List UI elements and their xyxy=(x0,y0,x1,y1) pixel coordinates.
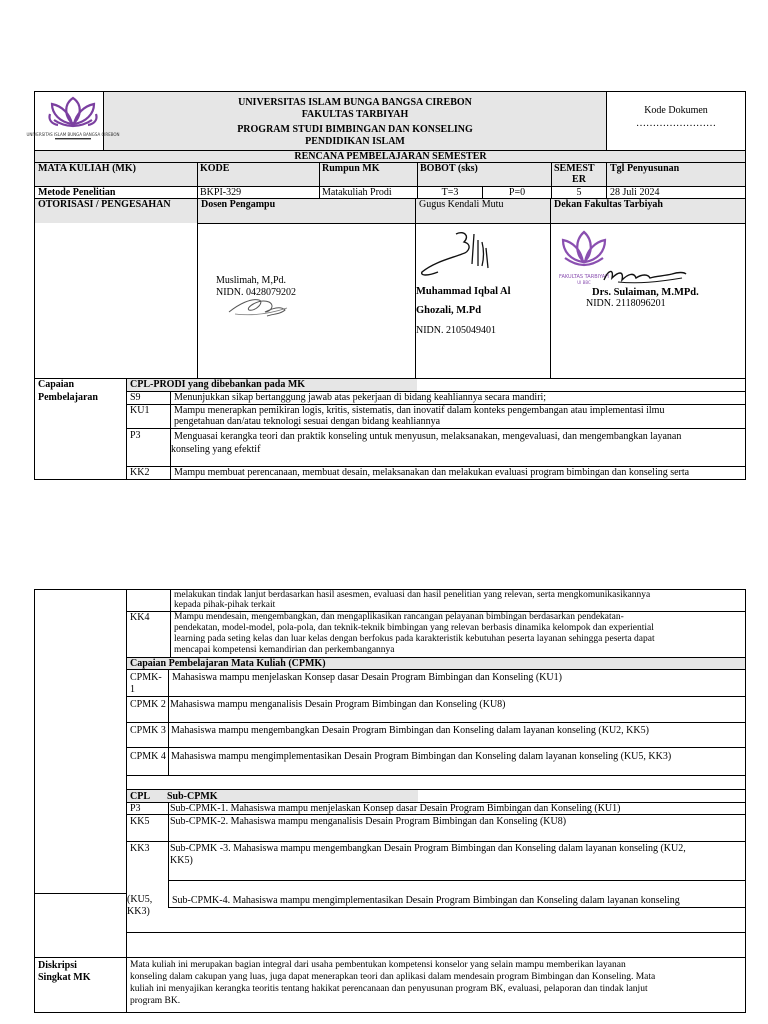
cpmk-2-text: Mahasiswa mampu menganalisis Desain Program Bimbingan dan Konseling (KU8) xyxy=(170,699,506,710)
mk-header-semester: SEMEST xyxy=(554,163,595,174)
gugus-name-1: Muhammad Iqbal Al xyxy=(416,286,511,297)
cpmk-3-code: CPMK 3 xyxy=(130,725,166,736)
mk-rumpun: Matakuliah Prodi xyxy=(322,187,392,198)
mk-tgl: 28 Juli 2024 xyxy=(610,187,660,198)
cpl-code-s9: S9 xyxy=(130,392,141,403)
sub-2-code: KK5 xyxy=(130,816,150,827)
mk-bobot-t: T=3 xyxy=(441,187,459,198)
kk4-line-2: pendekatan, model-model, pola-pola, dan teknik-teknik bimbingan yang relevan berbasis dinamika kelompok dan experiential xyxy=(174,623,654,633)
capaian-label-2: Pembelajaran xyxy=(38,392,98,403)
cpl-code-kk2: KK2 xyxy=(130,467,150,478)
university-name: UNIVERSITAS ISLAM BUNGA BANGSA CIREBON xyxy=(238,97,472,108)
gugus-label: Gugus Kendali Mutu xyxy=(419,199,504,210)
sub-header-cpl: CPL xyxy=(130,791,150,802)
sub-1-code: P3 xyxy=(130,803,141,814)
stamp-text-1: FAKULTAS TARBIYAH xyxy=(559,274,609,280)
deskripsi-line-3: kuliah ini menyajikan kerangka teoritis tentang hakikat perencanaan dan penyusunan program BK, evaluasi, pelaporan dan tindak lanjut xyxy=(130,984,648,994)
cpmk-1-text: Mahasiswa mampu menjelaskan Konsep dasar Desain Program Bimbingan dan Konseling (KU1) xyxy=(172,672,562,683)
cpl-text-ku1-2: pengetahuan dan/atau teknologi sesuai dengan bidang keahliannya xyxy=(174,416,441,427)
cpl-text-kk2: Mampu membuat perencanaan, membuat desain, melaksanakan dan melakukan evaluasi program bimbingan dan konseling serta xyxy=(174,467,690,478)
mk-header-bobot: BOBOT (sks) xyxy=(420,163,478,174)
sub-4-code-1: (KU5, xyxy=(127,894,153,905)
dosen-label: Dosen Pengampu xyxy=(201,199,276,210)
cpl-code-p3: P3 xyxy=(130,430,141,441)
kode-dokumen-value: …………………… xyxy=(636,118,716,129)
kk4-line-3: learning pada seting kelas dan luar kelas dengan berfokus pada karakteristik kebutuhan peserta layanan sehingga peserta dapat xyxy=(174,634,655,644)
logo-caption: UNIVERSITAS ISLAM BUNGA BANGSA CIREBON xyxy=(26,132,120,137)
cpmk-4-text: Mahasiswa mampu mengimplementasikan Desain Program Bimbingan dan Konseling dalam layanan konseling (KU5, KK3) xyxy=(171,751,672,762)
kk2-cont-1: melakukan tindak lanjut berdasarkan hasil asesmen, evaluasi dan hasil penelitian yang relevan, serta mengkomunikasikannya xyxy=(174,590,651,600)
deskripsi-line-1: Mata kuliah ini merupakan bagian integral dari usaha pembentukan kompetensi konselor yang selain mampu memberikan layanan xyxy=(130,960,626,970)
gugus-nidn: NIDN. 2105049401 xyxy=(416,325,496,336)
faculty-name: FAKULTAS TARBIYAH xyxy=(301,109,409,120)
dekan-name: Drs. Sulaiman, M.MPd. xyxy=(592,287,699,298)
cpl-prodi-header: CPL-PRODI yang dibebankan pada MK xyxy=(130,379,306,390)
dosen-name: Muslimah, M,Pd. xyxy=(216,275,287,286)
mk-header-mata-kuliah: MATA KULIAH (MK) xyxy=(38,163,136,174)
cpl-text-p3-2: konseling yang efektif xyxy=(171,444,261,455)
university-logo xyxy=(26,94,120,142)
mk-header-semester-2: ER xyxy=(572,174,586,185)
mk-bobot-p: P=0 xyxy=(508,187,526,198)
sub-1-text: Sub-CPMK-1. Mahasiswa mampu menjelaskan Konsep dasar Desain Program Bimbingan dan Konseling (KU1) xyxy=(170,803,621,814)
kk2-cont-2: kepada pihak-pihak terkait xyxy=(174,600,276,610)
cpmk-2-code: CPMK 2 xyxy=(130,699,166,710)
cpmk-3-text: Mahasiswa mampu mengembangkan Desain Program Bimbingan dan Konseling dalam layanan konseling (KU2, KK5) xyxy=(171,725,649,736)
sub-3-code: KK3 xyxy=(130,843,150,854)
mk-header-tgl: Tgl Penyusunan xyxy=(610,163,680,174)
dekan-signature xyxy=(598,262,688,288)
cpl-code-ku1: KU1 xyxy=(130,405,150,416)
cpl-text-p3-1: Menguasai kerangka teori dan praktik konseling untuk menyusun, melaksanakan, mengevaluasi, dan mengembangkan layanan xyxy=(174,431,682,442)
deskripsi-label-1: Diskripsi xyxy=(38,960,77,971)
sub-header-sub-cpmk: Sub-CPMK xyxy=(167,791,218,802)
program-name: PROGRAM STUDI BIMBINGAN DAN KONSELING xyxy=(237,124,473,135)
dekan-label: Dekan Fakultas Tarbiyah xyxy=(554,199,663,210)
kk4-code: KK4 xyxy=(130,612,150,623)
deskripsi-line-2: konseling dalam cakupan yang luas, juga dapat menerapkan teori dan aplikasi dalam mendesain program Bimbingan dan Konseling. Mata xyxy=(130,972,656,982)
dosen-signature xyxy=(225,290,295,320)
kode-dokumen-label: Kode Dokumen xyxy=(644,105,708,116)
rps-title: RENCANA PEMBELAJARAN SEMESTER xyxy=(294,151,487,162)
cpl-text-ku1-1: Mampu menerapkan pemikiran logis, kritis, sistematis, dan inovatif dalam konteks pengembangan atau implementasi ilmu xyxy=(174,405,665,416)
sub-3-text-1: Sub-CPMK -3. Mahasiswa mampu mengembangkan Desain Program Bimbingan dan Konseling dalam layanan konseling (KU2, xyxy=(170,843,686,854)
stamp-text-2: UI BBC xyxy=(577,280,591,285)
program-name-2: PENDIDIKAN ISLAM xyxy=(305,136,405,147)
mk-kode: BKPI-329 xyxy=(200,187,242,198)
cpl-text-s9: Menunjukkan sikap bertanggung jawab atas pekerjaan di bidang keahliannya secara mandiri; xyxy=(174,392,547,403)
otorisasi-label: OTORISASI / PENGESAHAN xyxy=(38,199,171,210)
sub-2-text: Sub-CPMK-2. Mahasiswa mampu menganalisis Desain Program Bimbingan dan Konseling (KU8) xyxy=(170,816,567,827)
gugus-name-2: Ghozali, M.Pd xyxy=(416,305,482,316)
mk-nama: Metode Penelitian xyxy=(38,187,116,198)
deskripsi-line-4: program BK. xyxy=(130,996,181,1006)
kk4-line-4: mencapai kompetensi kemandirian dan perkembangannya xyxy=(174,645,395,655)
mk-semester: 5 xyxy=(576,187,582,198)
cpmk-4-code: CPMK 4 xyxy=(130,751,166,762)
mk-header-rumpun: Rumpun MK xyxy=(322,163,380,174)
cpmk-header: Capaian Pembelajaran Mata Kuliah (CPMK) xyxy=(130,658,326,669)
sub-4-code-2: KK3) xyxy=(127,906,150,917)
cpmk-1-code-1: CPMK- xyxy=(130,672,162,683)
sub-4-text: Sub-CPMK-4. Mahasiswa mampu mengimplementasikan Desain Program Bimbingan dan Konseling dalam layanan konseling xyxy=(172,895,680,906)
sub-3-text-2: KK5) xyxy=(170,855,193,866)
deskripsi-label-2: Singkat MK xyxy=(38,972,91,983)
gugus-signature xyxy=(418,228,498,280)
mk-header-kode: KODE xyxy=(200,163,230,174)
dosen-nidn: NIDN. 0428079202 xyxy=(216,287,296,298)
cpmk-1-code-2: 1 xyxy=(130,684,135,695)
kk4-line-1: Mampu mendesain, mengembangkan, dan mengaplikasikan rancangan pelayanan bimbingan berdasarkan pendekatan- xyxy=(174,612,624,622)
dekan-nidn: NIDN. 2118096201 xyxy=(586,298,666,309)
capaian-label-1: Capaian xyxy=(38,379,75,390)
